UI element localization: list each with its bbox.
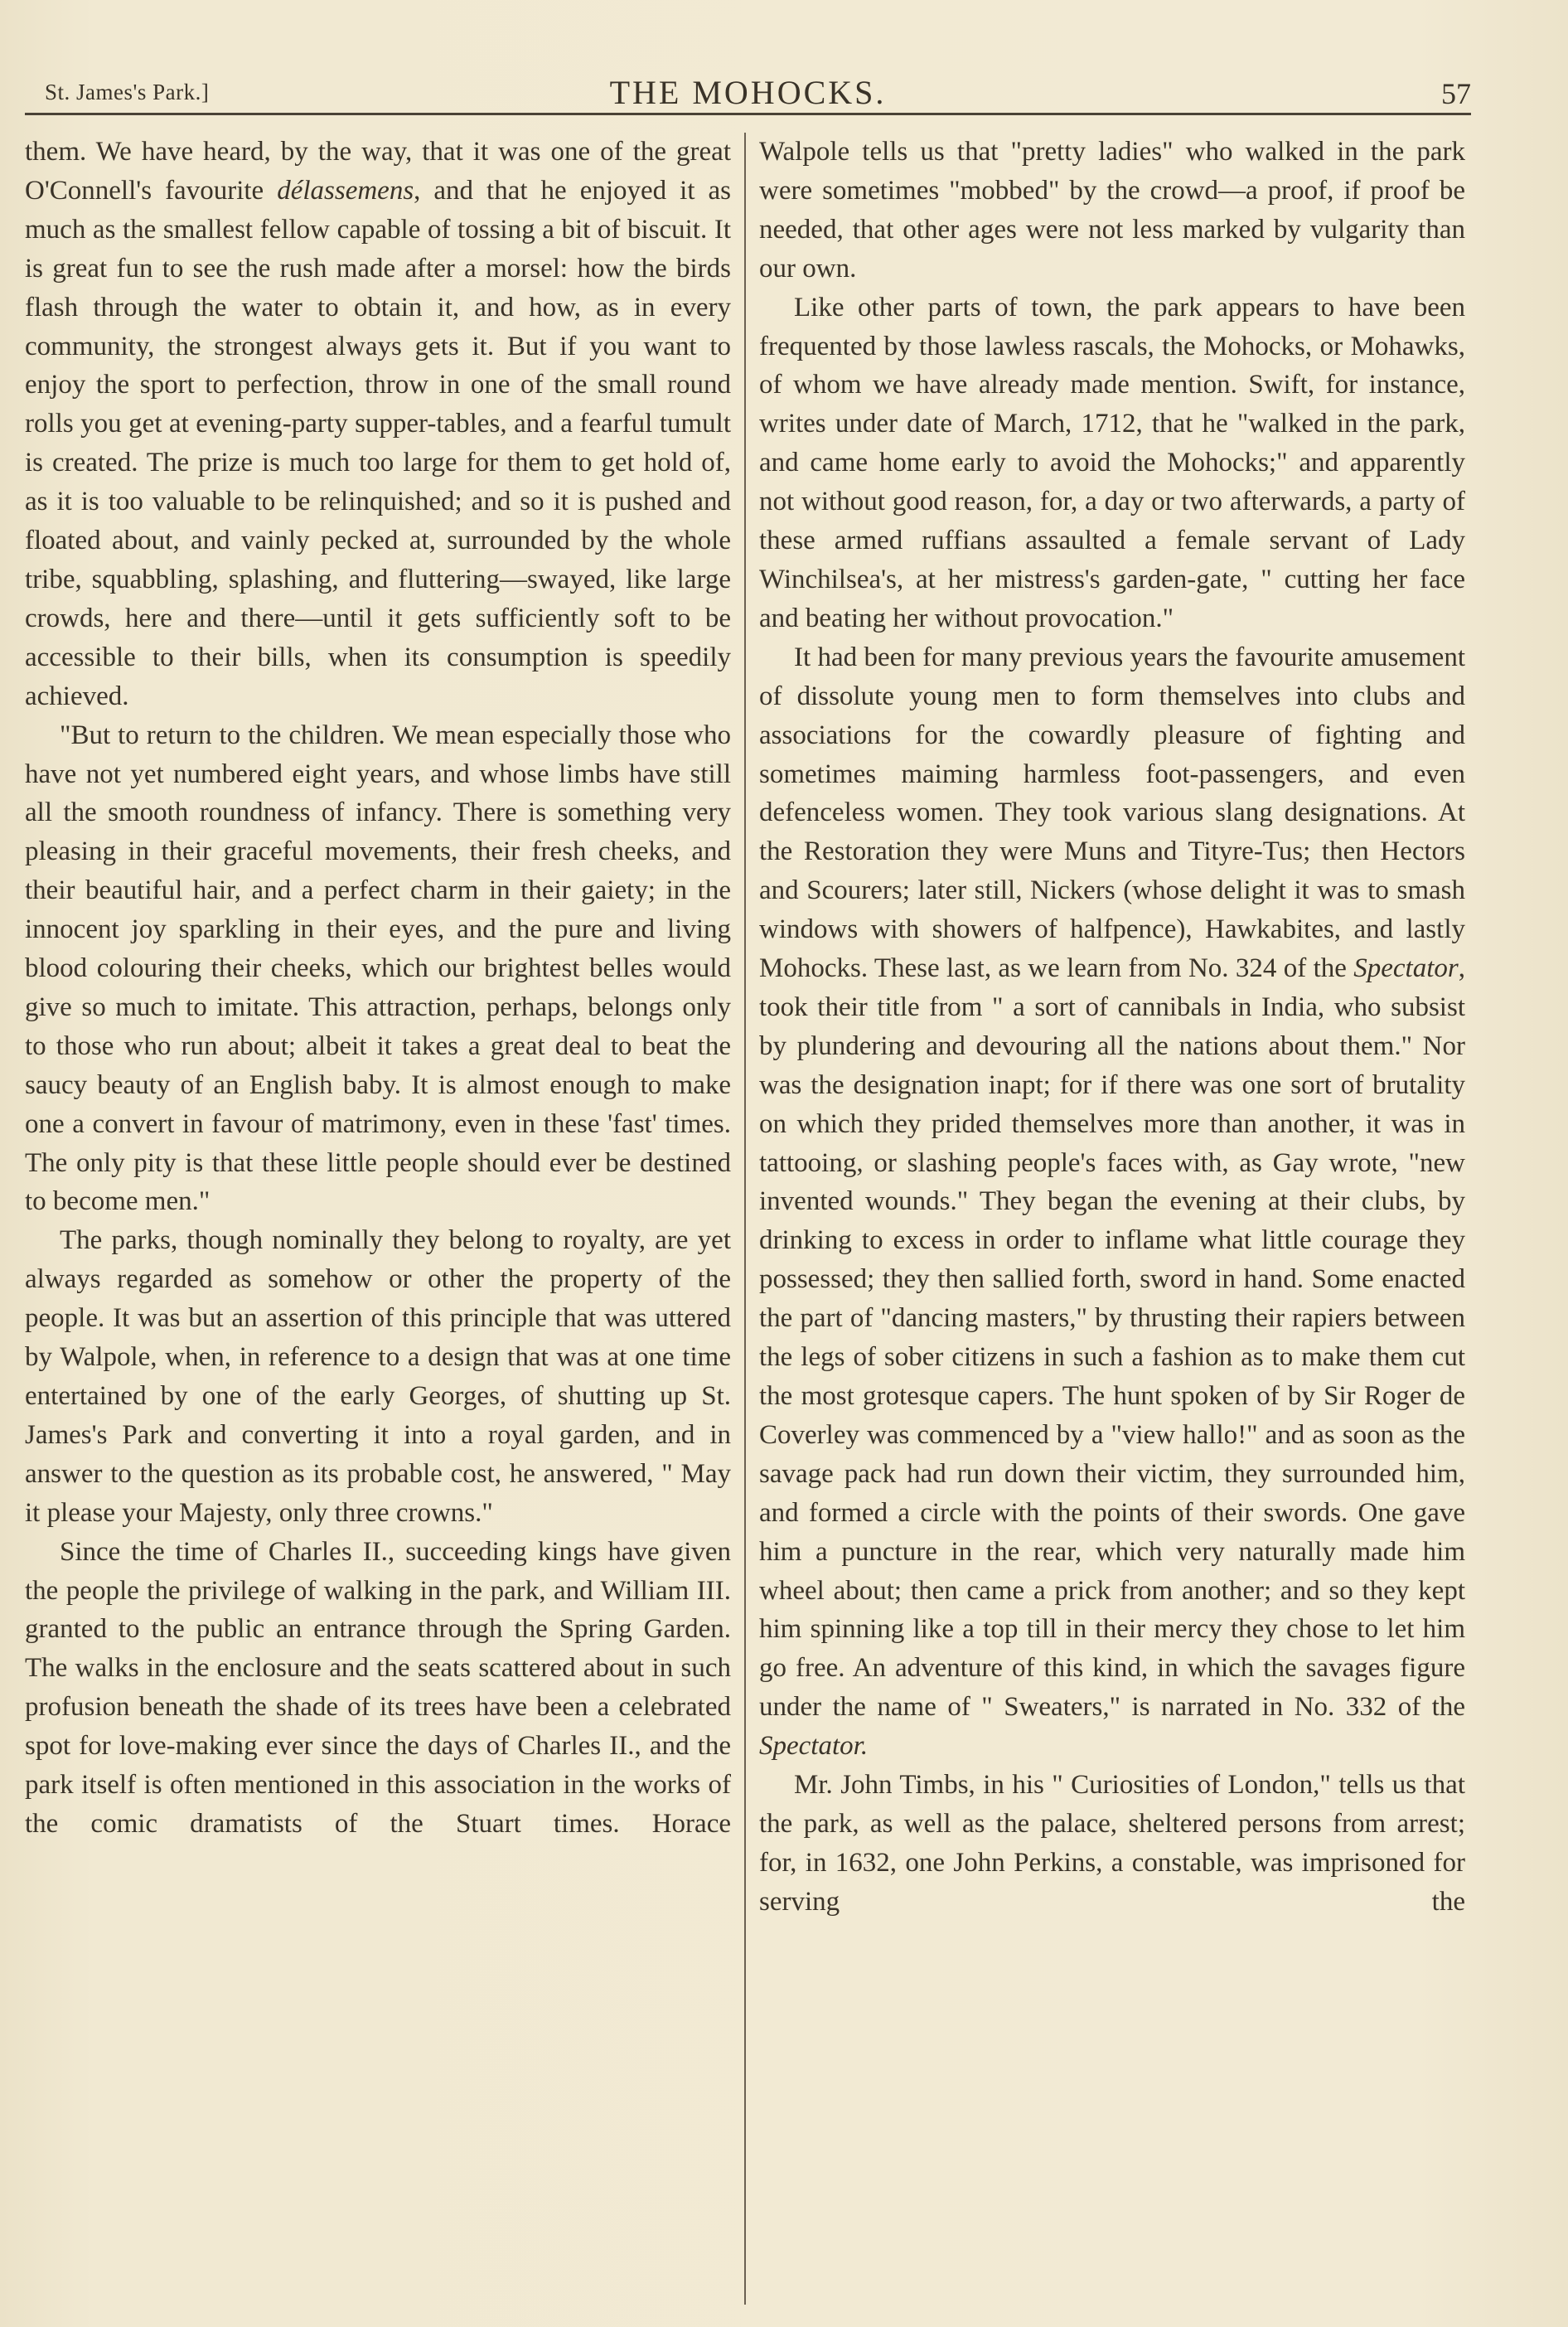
paragraph: It had been for many previous years the favourite amusement of dissolute young men to form themselves into clubs and associations for the cowardly pleasure of fighting and sometimes maiming harmless foot-passengers, and even defenceless women. They took various slang designations. At the Restoration they were Muns and Tityre-Tus; then Hectors and Scourers; later still, Nickers (whose delight it was to smash windows with showers of halfpence), Hawkabites, and lastly Mohocks. These last, as we learn from No. 324 of the Spectator, took their title from " a sort of cannibals in India, who subsist by plundering and devouring all the nations about them." Nor was the designation inapt; for if there was one sort of brutality on which they prided themselves more than another, it was in tattooing, or slashing people's faces with, as Gay wrote, "new invented wounds." They began the evening at their clubs, by drinking to excess in order to inflame what little courage they possessed; they then sallied forth, sword in hand. Some enacted the part of "dancing masters," by thrusting their rapiers between the legs of sober citizens in such a fashion as to make them cut the most grotesque capers. The hunt spoken of by Sir Roger de Coverley was commenced by a "view hallo!" and as soon as the savage pack had run down their victim, they surrounded him, and formed a circle with the points of their swords. One gave him a puncture in the rear, which very naturally made him wheel about; then came a prick from another; and so they kept him spinning like a top till in their mercy they chose to let him go free. An adventure of this kind, in which the savages figure under the name of " Sweaters," is narrated in No. 332 of the Spectator. — [759, 642, 1465, 1762]
header-rule — [25, 113, 1471, 115]
paragraph: Walpole tells us that "pretty ladies" who walked in the park were sometimes "mobbed" by the crowd—a proof, if proof be needed, that other ages were not less marked by vulgarity than our own. — [759, 137, 1465, 284]
running-header — [25, 73, 1471, 111]
right-column — [759, 133, 1465, 1922]
column-divider — [744, 133, 746, 2305]
italic-title: Spectator — [1353, 953, 1459, 984]
page-title: THE MOHOCKS. — [609, 74, 887, 111]
paragraph: Since the time of Charles II., succeeding kings have given the people the privilege of walking in the park, and William III. granted to the public an entrance through the Spring Garden. The walks in the enclosure and the seats scattered about in such profusion beneath the shade of its trees have been a celebrated spot for love-making ever since the days of Charles II., and the park itself is often mentioned in this association in the works of the comic dramatists of the Stuart times. Horace — [25, 1536, 731, 1839]
page-number: 57 — [1441, 77, 1471, 110]
paragraph: Like other parts of town, the park appears to have been frequented by those lawless rascals, the Mohocks, or Mohawks, of whom we have already made mention. Swift, for instance, writes under date of March, 1712, that he "walked in the park, and came home early to avoid the Mohocks;" and apparently not without good reason, for, a day or two afterwards, a party of these armed ruffians assaulted a female servant of Lady Winchilsea's, at her mistress's garden-gate, " cutting her face and beating her without provocation." — [759, 292, 1465, 633]
italic-title: Spectator. — [759, 1731, 869, 1762]
italic-term: délassemens — [277, 175, 414, 206]
paragraph: Mr. John Timbs, in his " Curiosities of London," tells us that the park, as well as the palace, sheltered persons from arrest; for, in 1632, one John Perkins, a constable, was imprisoned for serving the — [759, 1770, 1465, 1917]
paragraph: The parks, though nominally they belong to royalty, are yet always regarded as somehow or other the property of the people. It was but an assertion of this principle that was uttered by Walpole, when, in reference to a design that was at one time entertained by one of the early Georges, of shutting up St. James's Park and converting it into a royal garden, and in answer to the question as its probable cost, he answered, " May it please your Majesty, only three crowns." — [25, 1225, 731, 1528]
section-heading: St. James's Park.] — [45, 80, 210, 104]
paragraph: "But to return to the children. We mean especially those who have not yet numbered eight years, and whose limbs have still all the smooth roundness of infancy. There is something very pleasing in their graceful movements, their fresh cheeks, and their beautiful hair, and a perfect charm in their gaiety; in the innocent joy sparkling in their eyes, and the pure and living blood colouring their cheeks, which our brightest belles would give so much to imitate. This attraction, perhaps, belongs only to those who run about; albeit it takes a great deal to beat the saucy beauty of an English baby. It is almost enough to make one a convert in favour of matrimony, even in these 'fast' times. The only pity is that these little people should ever be destined to become men." — [25, 720, 731, 1217]
left-column — [25, 133, 731, 1844]
paragraph: them. We have heard, by the way, that it was one of the great O'Connell's favourite délassemens, and that he enjoyed it as much as the smallest fellow capable of tossing a bit of biscuit. It is great fun to see the rush made after a morsel: how the birds flash through the water to obtain it, and how, as in every community, the strongest always gets it. But if you want to enjoy the sport to perfection, throw in one of the small round rolls you get at evening-party supper-tables, and a fearful tumult is created. The prize is much too large for them to get hold of, as it is too valuable to be relinquished; and so it is pushed and floated about, and vainly pecked at, surrounded by the whole tribe, squabbling, splashing, and fluttering—swayed, like large crowds, here and there—until it gets sufficiently soft to be accessible to their bills, when its consumption is speedily achieved. — [25, 137, 731, 711]
